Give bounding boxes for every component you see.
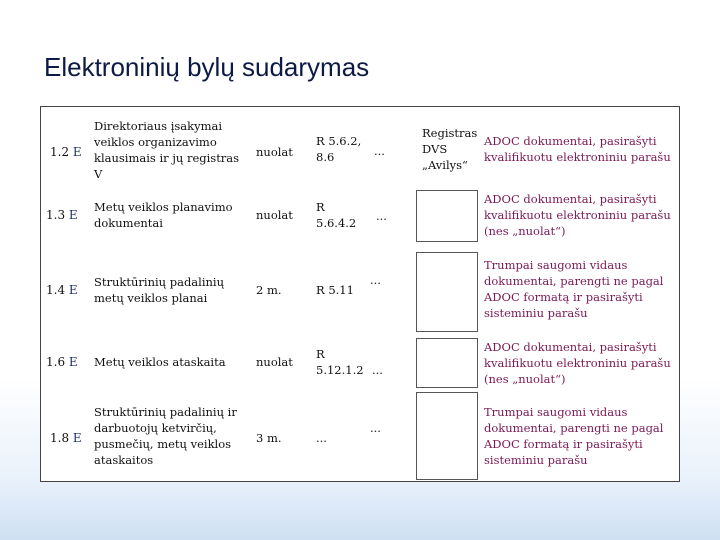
row-reference: R 5.6.4.2 <box>316 200 357 230</box>
row-term: nuolat <box>256 355 293 369</box>
row-reference: ... <box>316 431 327 445</box>
row-reference: R 5.11 <box>316 283 354 297</box>
row-name: Metų veiklos ataskaita <box>94 355 226 369</box>
row-extra: ... <box>372 363 383 377</box>
row-code: 1.3 E <box>46 208 78 222</box>
row-reference: R 5.6.2, 8.6 <box>316 134 362 164</box>
row-note: ADOC dokumentai, pasirašyti kvalifikuotu elektroniniu parašu <box>484 134 671 164</box>
row-extra: ... <box>376 209 387 223</box>
row-term: nuolat <box>256 145 293 159</box>
row-term: 2 m. <box>256 283 282 297</box>
row-extra: ... <box>370 421 381 435</box>
row-code: 1.6 E <box>46 355 78 369</box>
row-code: 1.4 E <box>46 283 78 297</box>
row-code: 1.2 E <box>50 145 82 159</box>
registry-cell-box <box>416 252 478 332</box>
row-term: nuolat <box>256 208 293 222</box>
row-note: ADOC dokumentai, pasirašyti kvalifikuotu elektroniniu parašu (nes „nuolat“) <box>484 340 671 386</box>
registry-cell-box <box>416 190 478 242</box>
row-registry: Registras DVS „Avilys“ <box>422 126 478 172</box>
row-note: Trumpai saugomi vidaus dokumentai, parengti ne pagal ADOC formatą ir pasirašyti sisteminiu parašu <box>484 405 664 467</box>
row-name: Struktūrinių padalinių metų veiklos planai <box>94 275 225 305</box>
row-code: 1.8 E <box>50 431 82 445</box>
page-title: Elektroninių bylų sudarymas <box>44 52 370 82</box>
row-note: ADOC dokumentai, pasirašyti kvalifikuotu elektroniniu parašu (nes „nuolat“) <box>484 192 671 238</box>
registry-cell-box <box>416 392 478 480</box>
row-name: Direktoriaus įsakymai veiklos organizavimo klausimais ir jų registras V <box>94 119 240 181</box>
row-reference: R 5.12.1.2 <box>316 347 364 377</box>
row-extra: ... <box>370 273 381 287</box>
row-extra: ... <box>374 144 385 158</box>
row-note: Trumpai saugomi vidaus dokumentai, parengti ne pagal ADOC formatą ir pasirašyti sisteminiu parašu <box>484 258 664 320</box>
registry-cell-box <box>416 338 478 388</box>
row-term: 3 m. <box>256 431 282 445</box>
row-name: Struktūrinių padalinių ir darbuotojų ketvirčių, pusmečių, metų veiklos ataskaitos <box>94 405 237 467</box>
row-name: Metų veiklos planavimo dokumentai <box>94 200 233 230</box>
